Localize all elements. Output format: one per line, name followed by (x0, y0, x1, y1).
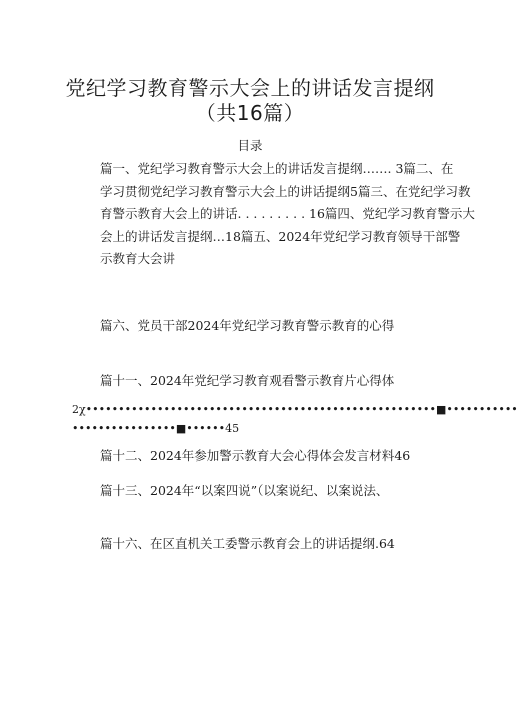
toc-entry-6: 篇六、党员干部2024年党纪学习教育警示教育的心得 (100, 318, 395, 333)
document-title: 党纪学习教育警示大会上的讲话发言提纲 (65, 76, 435, 100)
toc-line: 篇一、党纪学习教育警示大会上的讲话发言提纲……. 3篇二、在 (100, 161, 454, 176)
toc-line: 育警示教育大会上的讲话. . . . . . . . . 16篇四、党纪学习教育警示大 (100, 206, 475, 221)
toc-line: 会上的讲话发言提纲…18篇五、2024年党纪学习教育领导干部警 (100, 228, 461, 244)
toc-entry-13: 篇十三、2024年“以案四说”（以案说纪、以案说法、 (100, 483, 389, 498)
toc-heading: 目录 (237, 138, 263, 153)
toc-leader-line: 2χ••••••••••••••••••••••••••••••••••••••••••••••••••••••■••••••••••• (72, 403, 518, 416)
toc-line: 示教育大会讲 (100, 251, 176, 266)
toc-line: 学习贯彻党纪学习教育警示大会上的讲话提纲5篇三、在党纪学习教 (100, 183, 471, 199)
document-title-count: （共16篇） (195, 101, 305, 125)
toc-entry-12: 篇十二、2024年参加警示教育大会心得体会发言材料46 (100, 448, 411, 463)
toc-block (100, 158, 475, 271)
toc-leader-line: ••••••••••••••••■••••••45 (72, 422, 240, 435)
toc-entry-11: 篇十一、2024年党纪学习教育观看警示教育片心得体 (100, 373, 395, 388)
toc-entry-16: 篇十六、在区直机关工委警示教育会上的讲话提纲.64 (100, 536, 395, 551)
